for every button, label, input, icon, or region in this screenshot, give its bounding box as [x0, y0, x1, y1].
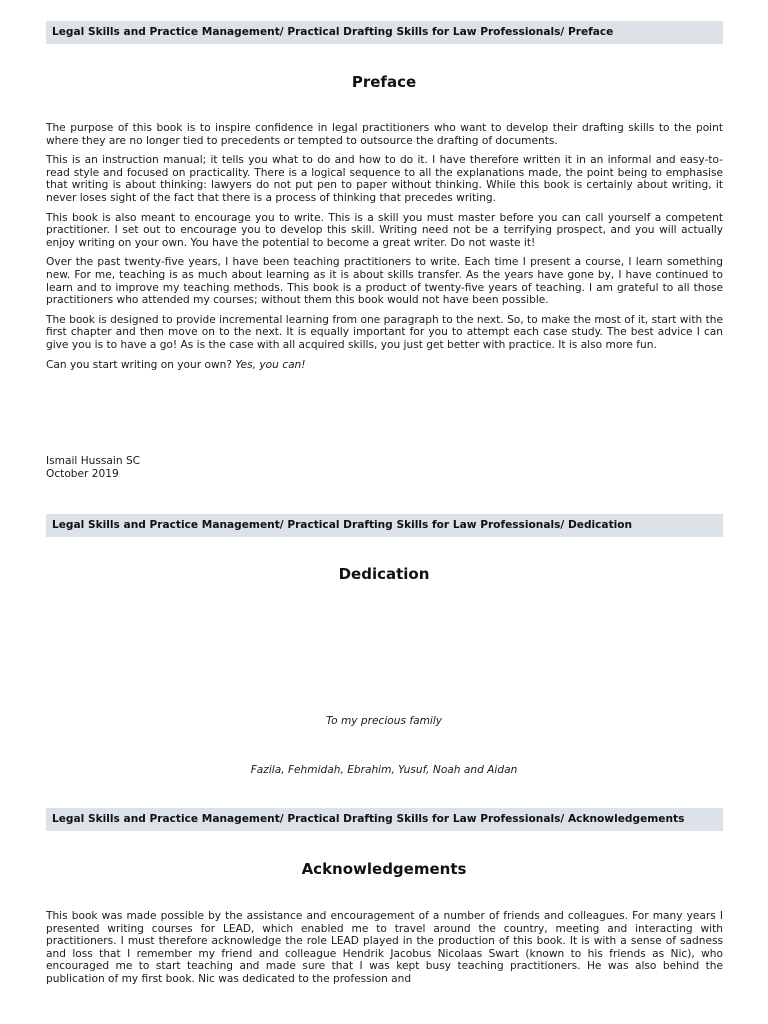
- acknowledgements-body: [46, 910, 723, 988]
- preface-closing: [46, 359, 723, 372]
- acknowledgements-header-bar: Legal Skills and Practice Management/ Practical Drafting Skills for Law Professionals/ Acknowledgements: [46, 808, 723, 831]
- dedication-line-2: Fazila, Fehmidah, Ebrahim, Yusuf, Noah and Aidan: [250, 764, 518, 776]
- closing-question: Can you start writing on your own?: [46, 358, 232, 371]
- preface-header-bar: Legal Skills and Practice Management/ Practical Drafting Skills for Law Professionals/ Preface: [46, 21, 723, 44]
- preface-paragraph: This is an instruction manual; it tells you what to do and how to do it. I have therefore written it in an informal and easy-to-read style and focused on practicality. There is a logical sequence to all the explanations made, the point being to emphasise that writing is about thinking: lawyers do not put pen to paper without thinking. While this book is certainly about writing, it never loses sight of the fact that there is a process of thinking that precedes writing.: [46, 154, 723, 204]
- author-name: Ismail Hussain SC: [46, 455, 141, 467]
- signature-date: October 2019: [46, 468, 119, 480]
- preface-paragraph: The purpose of this book is to inspire confidence in legal practitioners who want to develop their drafting skills to the point where they are no longer tied to precedents or tempted to outsource the drafting of documents.: [46, 122, 723, 147]
- acknowledgements-title: Acknowledgements: [301, 860, 467, 878]
- preface-paragraph: Over the past twenty-five years, I have been teaching practitioners to write. Each time I present a course, I learn something new. For me, teaching is as much about learning as it is about skills transfer. As the years have gone by, I have continued to learn and to improve my teaching methods. This book is a product of twenty-five years of teaching. I am grateful to all those practitioners who attended my courses; without them this book would not have been possible.: [46, 256, 723, 307]
- acknowledgements-paragraph: This book was made possible by the assistance and encouragement of a number of friends and colleagues. For many years I presented writing courses for LEAD, which enabled me to travel around the country, meeting and interacting with practitioners. I must therefore acknowledge the role LEAD played in the production of this book. It is with a sense of sadness and loss that I remember my friend and colleague Hendrik Jacobus Nicolaas Swart (known to his friends as Nic), who encouraged me to start teaching and made sure that I was kept busy teaching practitioners. He was also behind the publication of my first book. Nic was dedicated to the profession and: [46, 910, 723, 985]
- preface-paragraph: The book is designed to provide incremental learning from one paragraph to the next. So, to make the most of it, start with the first chapter and then move on to the next. It is equally important for you to attempt each case study. The best advice I can give you is to have a go! As is the case with all acquired skills, you just get better with practice. It is also more fun.: [46, 313, 723, 351]
- preface-body: [46, 122, 723, 378]
- preface-paragraph: This book is also meant to encourage you to write. This is a skill you must master before you can call yourself a competent practitioner. I set out to encourage you to develop this skill. Writing need not be a terrifying prospect, and you will actually enjoy writing on your own. You have the potential to become a great writer. Do not waste it!: [46, 211, 723, 249]
- preface-title: Preface: [351, 73, 417, 91]
- preface-signature: [46, 455, 140, 481]
- closing-answer: Yes, you can!: [235, 358, 306, 371]
- dedication-header-bar: Legal Skills and Practice Management/ Practical Drafting Skills for Law Professionals/ Dedication: [46, 514, 723, 537]
- dedication-title: Dedication: [338, 565, 430, 583]
- dedication-line-1: To my precious family: [325, 715, 443, 727]
